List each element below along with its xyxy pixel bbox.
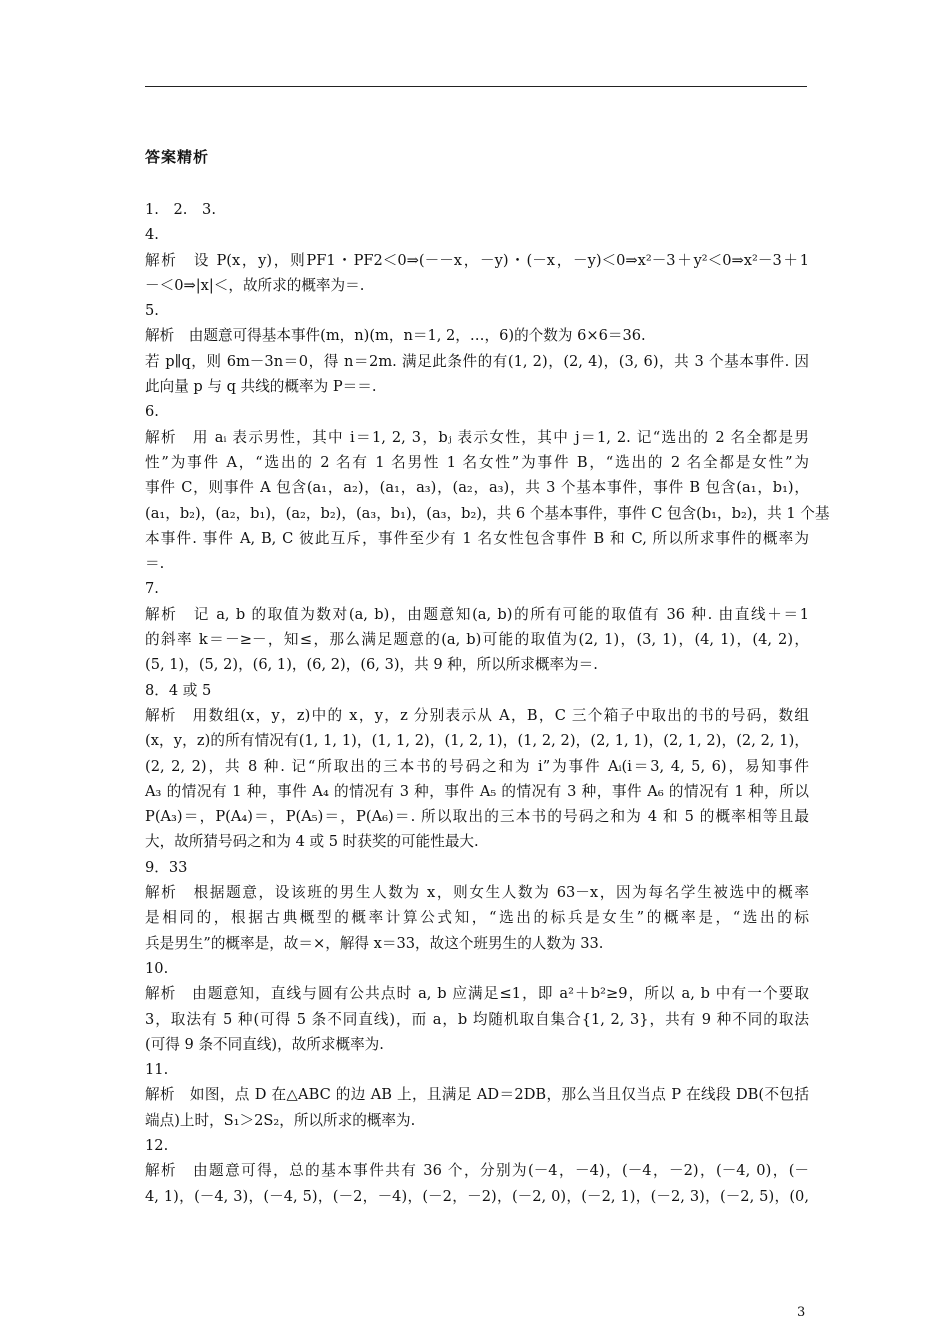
text-line: 解析 如图，点 D 在△ABC 的边 AB 上，且满足 AD＝2DB，那么当且仅当点 P 在线段 DB(不包括 (145, 1086, 809, 1104)
text-line: 4. (145, 226, 159, 244)
text-line: (x，y，z)的所有情况有(1, 1, 1)，(1, 1, 2)，(1, 2, 1)，(1, 2, 2)，(2, 1, 1)，(2, 1, 2)，(2, 2, 1)， (145, 732, 809, 750)
text-line: (5, 1)，(5, 2)，(6, 1)，(6, 2)，(6, 3)，共 9 种，所以所求概率为＝. (145, 656, 598, 674)
text-line: 3，取法有 5 种(可得 5 条不同直线)，而 a，b 均随机取自集合{1, 2, 3}，共有 9 种不同的取法 (145, 1010, 809, 1028)
text-line: 此向量 p 与 q 共线的概率为 P＝＝. (145, 378, 377, 396)
text-line: 解析 由题意知，直线与圆有公共点时 a, b 应满足≤1，即 a²＋b²≥9，所以 a, b 中有一个要取 (145, 985, 809, 1003)
text-line: 的斜率 k＝－≥－，知≤，那么满足题意的(a, b)可能的取值为(2, 1)，(3, 1)，(4, 1)，(4, 2)， (145, 631, 809, 649)
text-line: 4, 1)，(－4, 3)，(－4, 5)，(－2，－4)，(－2，－2)，(－2, 0)，(－2, 1)，(－2, 3)，(－2, 5)，(0, (145, 1187, 809, 1205)
text-line: 12. (145, 1136, 169, 1154)
text-line: 10. (145, 959, 169, 977)
text-line: 解析 根据题意，设该班的男生人数为 x，则女生人数为 63－x，因为每名学生被选中的概率 (145, 884, 809, 902)
text-line: ＝. (145, 555, 165, 573)
text-line: 本事件. 事件 A, B, C 彼此互斥，事件至少有 1 名女性包含事件 B 和 C, 所以所求事件的概率为 (145, 529, 809, 547)
text-line: 事件 C，则事件 A 包含(a₁，a₂)，(a₁，a₃)，(a₂，a₃)，共 3 个基本事件，事件 B 包含(a₁，b₁)， (145, 479, 809, 497)
answer-body (145, 197, 830, 1209)
text-line: 端点)上时，S₁＞2S₂，所以所求的概率为. (145, 1111, 416, 1129)
text-line: 是相同的，根据古典概型的概率计算公式知，“选出的标兵是女生”的概率是，“选出的标 (145, 909, 809, 927)
text-line: 9．33 (145, 858, 188, 876)
text-line: 解析 设 P(x，y)，则PF1・PF2＜0⇒(－－x，－y)・(－x，－y)＜0⇒x²－3＋y²＜0⇒x²－3＋1 (145, 251, 809, 269)
text-line: 解析 用 aᵢ 表示男性，其中 i＝1, 2, 3，bⱼ 表示女性，其中 j＝1, 2. 记“选出的 2 名全都是男 (145, 428, 809, 446)
text-line: 5. (145, 302, 159, 320)
text-line: (a₁，b₂)，(a₂，b₁)，(a₂，b₂)，(a₃，b₁)，(a₃，b₂)，共 6 个基本事件，事件 C 包含(b₁，b₂)，共 1 个基 (145, 504, 830, 522)
section-title: 答案精析 (145, 148, 210, 166)
text-line: 11. (145, 1061, 169, 1079)
text-line: 解析 由题意可得，总的基本事件共有 36 个，分别为(－4，－4)，(－4，－2)，(－4, 0)，(－ (145, 1162, 809, 1180)
text-line: A₃ 的情况有 1 种，事件 A₄ 的情况有 3 种，事件 A₅ 的情况有 3 种，事件 A₆ 的情况有 1 种，所以 (145, 782, 809, 800)
text-line: 7. (145, 580, 159, 598)
header-rule (145, 86, 807, 87)
text-line: 大，故所猜号码之和为 4 或 5 时获奖的可能性最大. (145, 833, 479, 851)
text-line: P(A₃)＝，P(A₄)＝，P(A₅)＝，P(A₆)＝. 所以取出的三本书的号码之和为 4 和 5 的概率相等且最 (145, 808, 809, 826)
text-line: 兵是男生”的概率是，故＝×，解得 x＝33，故这个班男生的人数为 33. (145, 934, 604, 952)
text-line: 1. 2. 3. (145, 201, 216, 218)
text-line: －＜0⇒|x|＜，故所求的概率为＝. (145, 276, 365, 294)
text-line: 解析 由题意可得基本事件(m，n)(m，n＝1, 2，…，6)的个数为 6×6＝36. (145, 327, 646, 345)
text-line: 解析 用数组(x，y，z)中的 x，y，z 分别表示从 A，B，C 三个箱子中取出的书的号码，数组 (145, 706, 809, 724)
text-line: 性”为事件 A，“选出的 2 名有 1 名男性 1 名女性”为事件 B，“选出的 2 名全都是女性”为 (145, 453, 809, 471)
page-number: 3 (797, 1305, 806, 1320)
text-line: (2, 2, 2)，共 8 种. 记“所取出的三本书的号码之和为 i”为事件 Aᵢ(i＝3, 4, 5, 6)，易知事件 (145, 757, 809, 775)
text-line: 解析 记 a, b 的取值为数对(a, b)，由题意知(a, b)的所有可能的取值有 36 种. 由直线＋＝1 (145, 605, 809, 623)
text-line: 8．4 或 5 (145, 681, 212, 699)
text-line: 6. (145, 403, 159, 421)
text-line: (可得 9 条不同直线)，故所求概率为. (145, 1035, 384, 1053)
text-line: 若 p∥q，则 6m－3n＝0，得 n＝2m. 满足此条件的有(1, 2)，(2, 4)，(3, 6)，共 3 个基本事件. 因 (145, 352, 809, 370)
